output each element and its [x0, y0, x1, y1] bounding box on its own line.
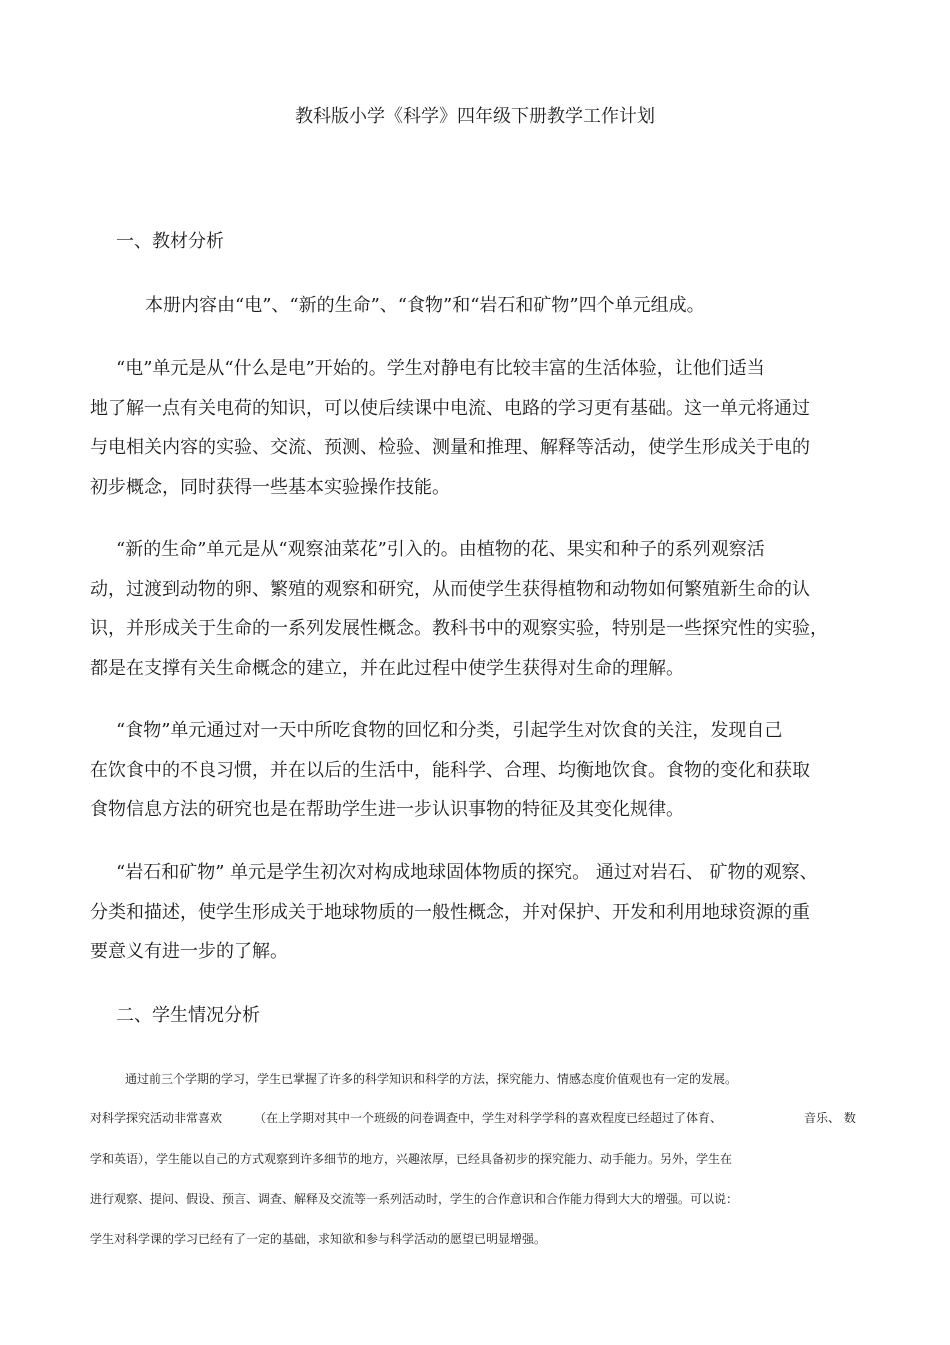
paragraph-food-line: 食物信息方法的研究也是在帮助学生进一步认识事物的特征及其变化规律。	[90, 799, 684, 820]
paragraph-electricity-line: 与电相关内容的实验、交流、预测、检验、测量和推理、解释等活动，使学生形成关于电的	[90, 437, 810, 458]
students-analysis-line: 通过前三个学期的学习，学生已掌握了许多的科学知识和科学的方法，探究能力、情感态度价值观也有一定的发展。	[125, 1072, 738, 1086]
section-heading-materials: 一、教材分析	[116, 231, 224, 252]
paragraph-new-life-line: 都是在支撑有关生命概念的建立，并在此过程中使学生获得对生命的理解。	[90, 658, 684, 679]
paragraph-food-line: “食物”单元通过对一天中所吃食物的回忆和分类，引起学生对饮食的关注，发现自己	[116, 720, 783, 741]
students-analysis-line: （在上学期对其中一个班级的问卷调查中，学生对科学学科的喜欢程度已经超过了体育、	[254, 1111, 723, 1125]
paragraph-rocks-line: 要意义有进一步的了解。	[90, 941, 288, 962]
students-analysis-line: 音乐、 数	[804, 1111, 856, 1125]
document-title: 教科版小学《科学》四年级下册教学工作计划	[295, 106, 655, 127]
materials-intro: 本册内容由“电”、“新的生命”、“食物”和“岩石和矿物”四个单元组成。	[145, 295, 705, 316]
paragraph-new-life-line: 识，并形成关于生命的一系列发展性概念。教科书中的观察实验，特别是一些探究性的实验，	[90, 618, 828, 639]
paragraph-new-life-line: “新的生命”单元是从“观察油菜花”引入的。由植物的花、果实和种子的系列观察活	[116, 539, 765, 560]
paragraph-rocks-line: 分类和描述，使学生形成关于地球物质的一般性概念，并对保护、开发和利用地球资源的重	[90, 902, 810, 923]
section-heading-students: 二、学生情况分析	[116, 1005, 260, 1026]
paragraph-rocks-line: “岩石和矿物” 单元是学生初次对构成地球固体物质的探究。 通过对岩石、 矿物的观察、	[116, 862, 818, 883]
paragraph-electricity-line: 地了解一点有关电荷的知识，可以使后续课中电流、电路的学习更有基础。这一单元将通过	[90, 398, 810, 419]
paragraph-food-line: 在饮食中的不良习惯，并在以后的生活中，能科学、合理、均衡地饮食。食物的变化和获取	[90, 760, 810, 781]
paragraph-electricity-line: “电”单元是从“什么是电”开始的。学生对静电有比较丰富的生活体验，让他们适当	[116, 358, 765, 379]
paragraph-new-life-line: 动，过渡到动物的卵、繁殖的观察和研究，从而使学生获得植物和动物如何繁殖新生命的认	[90, 579, 810, 600]
paragraph-electricity-line: 初步概念，同时获得一些基本实验操作技能。	[90, 477, 450, 498]
students-analysis-line: 对科学探究活动非常喜欢	[90, 1111, 223, 1125]
students-analysis-line: 学生对科学课的学习已经有了一定的基础，求知欲和参与科学活动的愿望已明显增强。	[90, 1232, 547, 1246]
students-analysis-line: 进行观察、提问、假设、预言、调查、解释及交流等一系列活动时，学生的合作意识和合作能力得到大大的增强。可以说：	[90, 1192, 739, 1206]
students-analysis-line: 学和英语），学生能以自己的方式观察到许多细节的地方，兴趣浓厚，已经具备初步的探究能力、动手能力。另外，学生在	[90, 1152, 733, 1166]
